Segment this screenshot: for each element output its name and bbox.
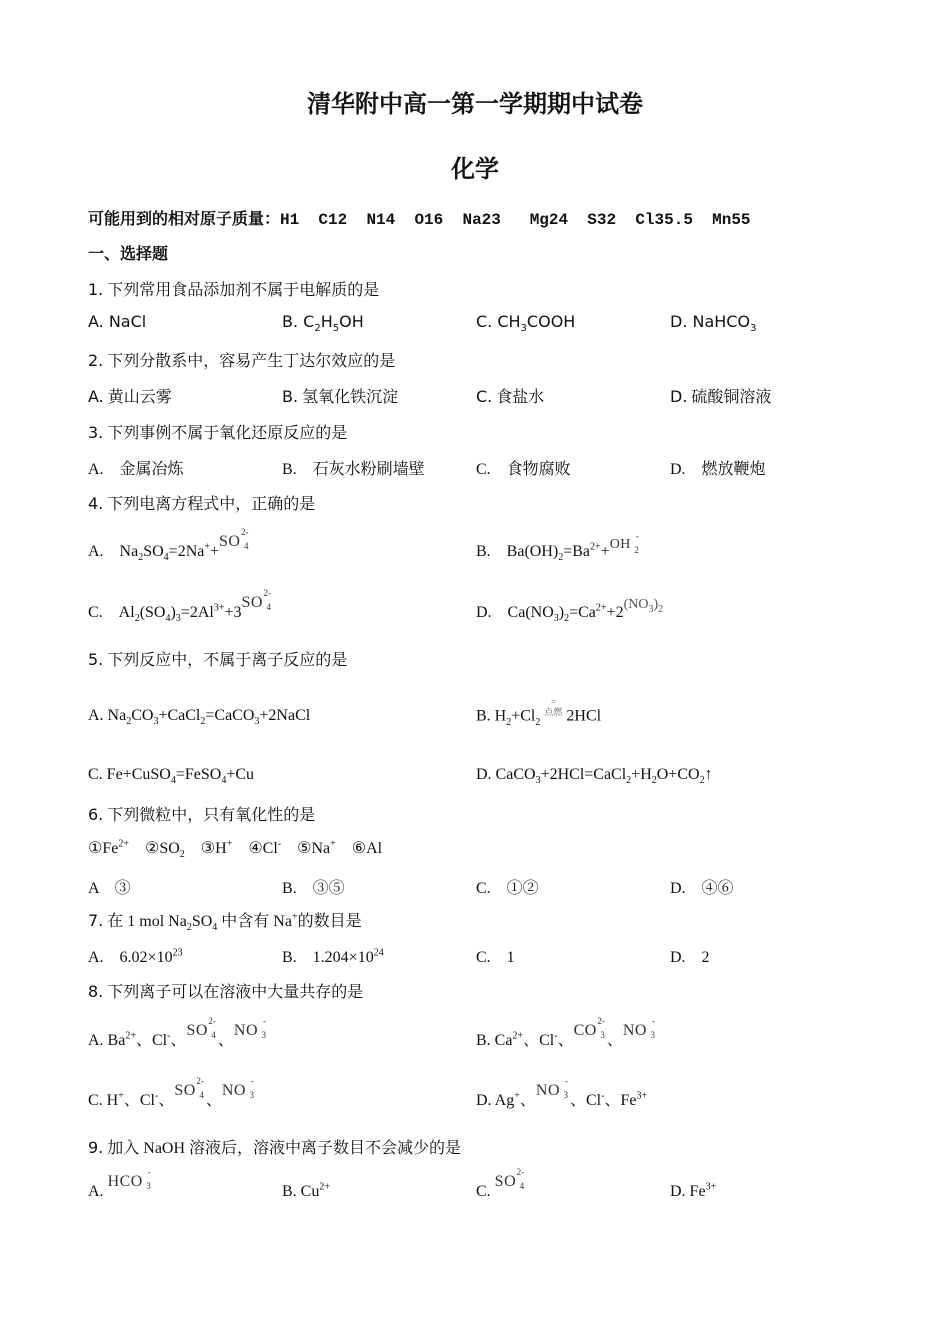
- q3-option-b: B. 石灰水粉刷墙壁: [282, 461, 425, 478]
- mass-s: S32: [587, 211, 617, 229]
- mass-cl: Cl35.5: [635, 211, 693, 229]
- mass-n: N14: [366, 211, 396, 229]
- ignition-condition: = 点燃: [544, 697, 563, 717]
- question-6: 6. 下列微粒中，只有氧化性的是: [88, 805, 316, 824]
- mass-mn: Mn55: [712, 211, 751, 229]
- question-2: 2. 下列分散系中，容易产生丁达尔效应的是: [88, 351, 396, 370]
- hydroxide-ion: OH - 2: [609, 531, 639, 555]
- mass-na: Na23: [462, 211, 501, 229]
- atomic-masses-line: [88, 206, 751, 229]
- q3-option-a: A. 金属冶炼: [88, 461, 184, 478]
- q9-option-c: C.SO 2- 4: [476, 1167, 525, 1200]
- q4-option-c: C. $Al_2(SO_4)_3=2Al^{3+}+3SO$ 2- 4: [88, 588, 271, 625]
- question-4: 4. 下列电离方程式中，正确的是: [88, 494, 316, 513]
- q7-option-d: D. 2: [670, 949, 710, 966]
- q5-option-d: D. $CaCO_3+2HCl=CaCl_2+H_2O+CO_2↑$: [476, 766, 713, 787]
- mass-c: C12: [318, 211, 348, 229]
- q6-option-d: D. ④⑥: [670, 880, 734, 897]
- q4-option-b: B. $Ba(OH)_2=Ba^{2+}+OH$ - 2: [476, 531, 639, 564]
- question-8: 8. 下列离子可以在溶液中大量共存的是: [88, 982, 364, 1001]
- q5-option-b: B. $H_2+Cl_2$ = 点燃 2HCl: [476, 697, 602, 728]
- q9-option-d: D. $Fe^{3+}$: [670, 1181, 717, 1200]
- q7-option-c: C. 1: [476, 949, 515, 966]
- q7-option-b: B. $1.204\times 10^{24}$: [282, 947, 384, 966]
- mass-mg: Mg24: [529, 211, 569, 229]
- q8-option-a: A. $Ba^{2+}$、Cl-、SO 2- 4 、NO - 3: [88, 1016, 267, 1049]
- q1-option-b: B. $C_2H_5OH$: [282, 312, 364, 335]
- q5-option-a: A. $Na_2CO_3+CaCl_2=CaCO_3+2NaCl$: [88, 707, 311, 728]
- q3-option-c: C. 食物腐败: [476, 461, 571, 478]
- q1-option-c: C. $CH_3COOH$: [476, 312, 576, 335]
- subject-title: 化学: [451, 155, 499, 183]
- q2-option-a: A. 黄山云雾: [88, 387, 172, 406]
- section-heading: 一、选择题: [88, 244, 169, 263]
- question-3: 3. 下列事例不属于氧化还原反应的是: [88, 423, 348, 442]
- question-1: 1. 下列常用食品添加剂不属于电解质的是: [88, 280, 380, 299]
- q8-option-c: C. H+、Cl-、SO 2- 4 、NO - 3: [88, 1076, 254, 1109]
- q9-option-b: B. $Cu^{2+}$: [282, 1181, 330, 1200]
- q2-option-c: C. 食盐水: [476, 387, 545, 406]
- q4-option-a: A. $Na_2SO_4=2Na^++SO$ 2- 4: [88, 527, 249, 564]
- q2-option-b: B. 氢氧化铁沉淀: [282, 387, 399, 406]
- mass-o: O16: [414, 211, 444, 229]
- q3-option-d: D. 燃放鞭炮: [670, 461, 766, 478]
- exam-title: 清华附中高一第一学期期中试卷: [307, 90, 643, 118]
- q6-option-a: A ③: [88, 880, 131, 897]
- q6-option-b: B. ③⑤: [282, 880, 345, 897]
- q9-option-a: A.HCO - 3: [88, 1167, 151, 1200]
- question-9: 9. 加入 NaOH 溶液后，溶液中离子数目不会减少的是: [88, 1138, 462, 1157]
- nitrate-group: $(NO_3)_2$: [623, 597, 664, 615]
- q6-option-c: C. ①②: [476, 880, 539, 897]
- gas-arrow: ↑: [704, 766, 713, 783]
- q1-option-a: A. NaCl: [88, 312, 147, 331]
- question-7: 7. 在 1 mol $Na_2SO_4$ 中含有 Na+的数目是: [88, 911, 362, 934]
- masses-label: 可能用到的相对原子质量：: [88, 209, 281, 228]
- q4-option-d: D. $Ca(NO_3)_2=Ca^{2+}+2(NO_3)_2$: [476, 597, 664, 625]
- question-5: 5. 下列反应中，不属于离子反应的是: [88, 650, 348, 669]
- mass-h: H1: [280, 211, 300, 229]
- q8-option-b: B. $Ca^{2+}$、Cl-、CO 2- 3 、NO - 3: [476, 1016, 655, 1049]
- q1-option-d: D. NaHCO$_3$: [670, 312, 757, 335]
- q6-particles: $①Fe^{2+}$ $②SO_2$ ③H+ ④Cl- ⑤Na+ ⑥Al: [88, 838, 383, 861]
- q5-option-c: C. Fe+CuSO$_4$=FeSO$_4$+Cu: [88, 766, 255, 787]
- q2-option-d: D. 硫酸铜溶液: [670, 387, 772, 406]
- sulfate-ion: SO 2- 4: [219, 527, 249, 551]
- sulfate-ion: SO 2- 4: [241, 588, 271, 612]
- q8-option-d: D. Ag+、NO - 3 、Cl-、$Fe^{3+}$: [476, 1076, 648, 1109]
- q7-option-a: A. $6.02\times 10^{23}$: [88, 947, 183, 966]
